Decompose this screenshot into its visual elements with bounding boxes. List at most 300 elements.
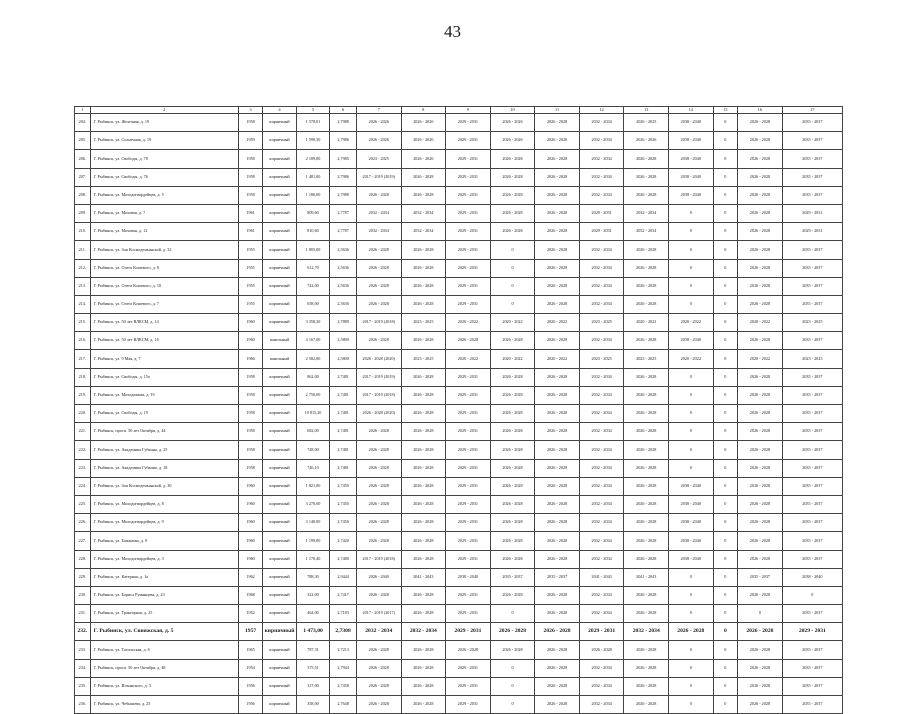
table-cell: 2029 - 2031: [446, 277, 491, 295]
table-cell: 1958: [238, 186, 263, 204]
table-cell: 2038 - 2040: [669, 532, 714, 550]
table-cell: Г. Рыбинск, ул. Свияжская, д. 5: [90, 623, 238, 641]
table-cell: 2032 - 2034: [579, 186, 624, 204]
table-cell: 2023 - 2025: [356, 150, 401, 168]
table-cell: 2026 - 2028: [738, 114, 783, 132]
table-cell: 1954: [238, 659, 263, 677]
table-cell: 0: [669, 386, 714, 404]
table-cell: 2,7988: [330, 186, 357, 204]
table-cell: 2026 - 2028: [356, 696, 401, 714]
table-cell: 230.: [75, 586, 91, 604]
table-cell: 2026 - 2028: [624, 386, 669, 404]
table-cell: 2,7481: [330, 368, 357, 386]
table-cell: Г. Рыбинск, ул. Свободы, д. 78: [90, 150, 238, 168]
table-cell: 2035 - 2037: [782, 405, 842, 423]
table-row: [75, 223, 843, 241]
table-cell: кирпичный: [263, 259, 296, 277]
table-cell: 0: [669, 295, 714, 313]
table-cell: 2026 - 2028: [356, 514, 401, 532]
table-cell: 2035 - 2037: [535, 568, 580, 586]
table-cell: 0: [713, 241, 738, 259]
table-cell: 1961: [238, 204, 263, 222]
table-cell: Г. Рыбинск, ул. Олега Кошевого, д. 7: [90, 295, 238, 313]
table-cell: 1 186,00: [296, 186, 329, 204]
table-cell: 2029 - 2031: [446, 532, 491, 550]
table-cell: 2035 - 2037: [782, 368, 842, 386]
table-cell: 214.: [75, 295, 91, 313]
table-cell: 1966: [238, 350, 263, 368]
table-cell: 1958: [238, 459, 263, 477]
column-header-13: 13: [624, 107, 669, 114]
table-cell: 1960: [238, 495, 263, 513]
table-cell: 2029 - 2031: [446, 550, 491, 568]
column-header-16: 16: [738, 107, 783, 114]
table-cell: 2026 - 2028: [401, 550, 446, 568]
table-cell: 2,7986: [330, 132, 357, 150]
table-cell: 0: [713, 477, 738, 495]
table-cell: 2026 - 2028: [490, 332, 535, 350]
table-cell: 2026 - 2028: [738, 186, 783, 204]
table-cell: 2026 - 2028: [738, 659, 783, 677]
table-cell: 2026 - 2028: [624, 477, 669, 495]
table-cell: 2026 - 2028: [401, 423, 446, 441]
table-cell: 2026 - 2028: [738, 332, 783, 350]
table-cell: 2038 - 2040: [669, 186, 714, 204]
table-cell: Г. Рыбинск, ул. Бориса Румянцева, д. 23: [90, 586, 238, 604]
table-cell: 2026 - 2028: [490, 223, 535, 241]
table-cell: 0: [490, 277, 535, 295]
table-cell: 1958: [238, 150, 263, 168]
table-cell: 0: [669, 405, 714, 423]
table-cell: 2020 - 2022: [535, 350, 580, 368]
table-cell: 2038 - 2040: [669, 332, 714, 350]
table-cell: 2026 - 2028: [624, 150, 669, 168]
table-cell: 2026 - 2028: [356, 441, 401, 459]
table-cell: 2,7213: [330, 641, 357, 659]
table-cell: 2029 - 2031: [446, 168, 491, 186]
table-cell: 2035 - 2037: [490, 568, 535, 586]
table-cell: 682,00: [296, 423, 329, 441]
table-cell: Г. Рыбинск, ул. 50 лет ВЛКСМ, д. 16: [90, 332, 238, 350]
table-cell: 2026 - 2028: [490, 550, 535, 568]
table-cell: 0: [713, 532, 738, 550]
table-cell: 464,00: [296, 605, 329, 623]
table-cell: 2026 - 2028: [738, 277, 783, 295]
table-cell: 0: [669, 259, 714, 277]
table-cell: 2026 - 2028: [535, 477, 580, 495]
table-cell: 2026 - 2028: [624, 441, 669, 459]
table-cell: 2026 - 2028: [356, 586, 401, 604]
table-cell: 2026 - 2028: [624, 241, 669, 259]
column-header-9: 9: [446, 107, 491, 114]
table-row: [75, 368, 843, 386]
table-cell: 0: [713, 514, 738, 532]
table-cell: 2026 - 2028: [356, 241, 401, 259]
table-row: [75, 495, 843, 513]
table-cell: кирпичный: [263, 550, 296, 568]
table-cell: кирпичный: [263, 586, 296, 604]
table-cell: 222.: [75, 441, 91, 459]
table-cell: 2026 - 2028: [535, 150, 580, 168]
table-cell: 1961: [238, 223, 263, 241]
table-cell: 2026 - 2028: [535, 532, 580, 550]
table-cell: кирпичный: [263, 641, 296, 659]
table-cell: 2038 - 2040: [669, 477, 714, 495]
table-cell: 1958: [238, 386, 263, 404]
table-cell: 2020 - 2022: [669, 350, 714, 368]
table-cell: 2038 - 2040: [446, 568, 491, 586]
table-cell: 788,30: [296, 568, 329, 586]
table-cell: 2026 - 2028: [490, 641, 535, 659]
table-cell: 2017 - 2019 (2019): [356, 168, 401, 186]
table-cell: 2026 - 2028: [535, 186, 580, 204]
table-cell: кирпичный: [263, 459, 296, 477]
table-cell: 2032 - 2034: [579, 114, 624, 132]
table-cell: 231.: [75, 605, 91, 623]
table-cell: 2032 - 2034: [624, 223, 669, 241]
table-row: [75, 677, 843, 695]
table-cell: кирпичный: [263, 132, 296, 150]
table-cell: 0: [490, 677, 535, 695]
table-row: [75, 641, 843, 659]
table-cell: 2026 - 2026: [624, 132, 669, 150]
table-cell: 2026 - 2028: [356, 495, 401, 513]
table-cell: 1956: [238, 696, 263, 714]
table-cell: 787,31: [296, 641, 329, 659]
table-cell: кирпичный: [263, 295, 296, 313]
table-cell: 2029 - 2031: [446, 405, 491, 423]
column-header-1: 1: [75, 107, 91, 114]
table-cell: 2029 - 2031: [782, 223, 842, 241]
table-cell: 2017 - 2019 (2019): [356, 368, 401, 386]
table-cell: 746,10: [296, 459, 329, 477]
table-cell: 2029 - 2031: [446, 295, 491, 313]
table-cell: 1960: [238, 514, 263, 532]
table-cell: 206.: [75, 150, 91, 168]
table-cell: 2,5800: [330, 332, 357, 350]
table-cell: 2029 - 2031: [579, 204, 624, 222]
table-cell: 0: [490, 241, 535, 259]
table-row: [75, 659, 843, 677]
table-cell: 2029 - 2031: [446, 514, 491, 532]
table-cell: 2026 - 2028: [401, 241, 446, 259]
table-cell: 2026 - 2028: [624, 368, 669, 386]
table-cell: 2026 - 2028: [738, 441, 783, 459]
table-cell: 0: [713, 332, 738, 350]
table-cell: 2026 - 2028: [738, 204, 783, 222]
table-cell: Г. Рыбинск, ул. Молодогвардейцев, д. 3: [90, 550, 238, 568]
table-cell: 2,7450: [330, 477, 357, 495]
table-cell: Г. Рыбинск, ул. Бажанова, д. 9: [90, 532, 238, 550]
table-cell: 2023 - 2025: [579, 350, 624, 368]
table-cell: 0: [669, 204, 714, 222]
table-cell: 2017 - 2019 (2018): [356, 314, 401, 332]
table-cell: 1968: [238, 586, 263, 604]
table-row: [75, 386, 843, 404]
table-cell: 2038 - 2040: [669, 132, 714, 150]
table-cell: 2029 - 2031: [446, 586, 491, 604]
table-cell: 2029 - 2031: [782, 204, 842, 222]
table-cell: 2035 - 2037: [738, 568, 783, 586]
table-cell: 2029 - 2031: [446, 441, 491, 459]
table-cell: 2038 - 2040: [669, 114, 714, 132]
table-cell: 2026 - 2028: [624, 168, 669, 186]
table-cell: 0: [490, 605, 535, 623]
table-cell: 3 270,00: [296, 495, 329, 513]
table-cell: 2,7481: [330, 386, 357, 404]
table-cell: 0: [713, 168, 738, 186]
table-cell: 2026 - 2025: [624, 114, 669, 132]
table-cell: 0: [713, 350, 738, 368]
table-cell: 2041 - 2043: [624, 568, 669, 586]
column-header-5: 5: [296, 107, 329, 114]
table-cell: 2,7420: [330, 532, 357, 550]
table-cell: 2,7985: [330, 150, 357, 168]
table-row: [75, 514, 843, 532]
table-cell: кирпичный: [263, 114, 296, 132]
table-cell: 1960: [238, 532, 263, 550]
table-cell: 2035 - 2037: [782, 459, 842, 477]
column-header-2: 2: [90, 107, 238, 114]
table-cell: 2026 - 2028: [490, 423, 535, 441]
table-cell: 218.: [75, 368, 91, 386]
table-cell: 2035 - 2037: [782, 259, 842, 277]
table-cell: Г. Рыбинск, просп. 50 лет Октября, д. 44: [90, 423, 238, 441]
table-cell: 2026 - 2028: [535, 586, 580, 604]
table-cell: кирпичный: [263, 314, 296, 332]
table-cell: 1960: [238, 314, 263, 332]
table-cell: 2026 - 2028 (2020): [356, 350, 401, 368]
table-cell: 2026 - 2028: [401, 696, 446, 714]
table-cell: 2,7308: [330, 623, 357, 641]
table-cell: 2038 - 2040: [669, 150, 714, 168]
table-cell: Г. Рыбинск, ул. Зои Космодемьянской, д. 30: [90, 477, 238, 495]
table-cell: 2026 - 2028: [356, 641, 401, 659]
table-row: [75, 568, 843, 586]
table-cell: Г. Рыбинск, ул. Академика Губкина, д. 25: [90, 441, 238, 459]
table-cell: 2026 - 2028: [490, 204, 535, 222]
table-cell: кирпичный: [263, 659, 296, 677]
table-cell: кирпичный: [263, 186, 296, 204]
table-cell: 2035 - 2037: [782, 423, 842, 441]
table-cell: 2,7450: [330, 514, 357, 532]
table-cell: 2026 - 2028: [738, 150, 783, 168]
table-cell: 2038 - 2040: [669, 168, 714, 186]
table-cell: 2035 - 2037: [782, 132, 842, 150]
table-row: [75, 114, 843, 132]
table-cell: 3 167,00: [296, 332, 329, 350]
table-row: [75, 477, 843, 495]
table-cell: 0: [713, 495, 738, 513]
table-row: [75, 623, 843, 641]
table-cell: 223.: [75, 459, 91, 477]
table-cell: 2035 - 2037: [782, 168, 842, 186]
table-cell: 2026 - 2028: [738, 550, 783, 568]
table-row: [75, 132, 843, 150]
table-cell: 1958: [238, 423, 263, 441]
table-cell: 2032 - 2034: [579, 659, 624, 677]
table-cell: кирпичный: [263, 605, 296, 623]
table-cell: 2017 - 2019 (2017): [356, 605, 401, 623]
table-cell: 2026 - 2028: [738, 514, 783, 532]
table-cell: 1958: [238, 405, 263, 423]
table-cell: 2026 - 2028: [535, 441, 580, 459]
table-cell: 2026 - 2028: [446, 641, 491, 659]
table-cell: 2026 - 2028: [624, 277, 669, 295]
table-cell: кирпичный: [263, 405, 296, 423]
table-cell: 2029 - 2031: [446, 241, 491, 259]
table-cell: панельный: [263, 350, 296, 368]
table-cell: Г. Рыбинск, ул. Молодежная, д. 19: [90, 386, 238, 404]
table-cell: 2026 - 2028: [490, 586, 535, 604]
table-cell: 2,5636: [330, 241, 357, 259]
table-cell: Г. Рыбинск, ул. Тагильская, д. 6: [90, 641, 238, 659]
table-cell: 2026 - 2026: [401, 150, 446, 168]
table-row: [75, 586, 843, 604]
table-cell: 2032 - 2034: [579, 386, 624, 404]
table-cell: 2029 - 2031: [446, 186, 491, 204]
table-cell: 2038 - 2040: [782, 568, 842, 586]
table-cell: 2026 - 2028: [490, 532, 535, 550]
table-cell: 0: [669, 568, 714, 586]
table-cell: Г. Рыбинск, ул. Свободы, д. 19: [90, 405, 238, 423]
table-cell: 2029 - 2031: [446, 477, 491, 495]
table-row: [75, 405, 843, 423]
table-cell: 2032 - 2034: [356, 223, 401, 241]
table-cell: 2026 - 2028: [738, 132, 783, 150]
table-cell: 219.: [75, 386, 91, 404]
table-cell: 2026 - 2028: [738, 405, 783, 423]
table-cell: Г. Рыбинск, ул. Железная, д. 19: [90, 114, 238, 132]
table-cell: 2032 - 2034: [579, 605, 624, 623]
table-row: [75, 332, 843, 350]
table-cell: 2 582,00: [296, 350, 329, 368]
table-cell: 0: [713, 568, 738, 586]
table-row: [75, 295, 843, 313]
table-cell: 2032 - 2034: [579, 495, 624, 513]
table-row: [75, 150, 843, 168]
table-cell: 0: [713, 368, 738, 386]
table-row: [75, 314, 843, 332]
table-cell: 2,7986: [330, 168, 357, 186]
column-header-17: 17: [782, 107, 842, 114]
table-cell: 1 473,00: [296, 623, 329, 641]
table-cell: 2026 - 2028: [535, 405, 580, 423]
table-cell: 0: [669, 659, 714, 677]
table-cell: 205.: [75, 132, 91, 150]
table-cell: 2035 - 2037: [782, 241, 842, 259]
table-row: [75, 259, 843, 277]
table-cell: 0: [713, 314, 738, 332]
column-header-10: 10: [490, 107, 535, 114]
column-header-12: 12: [579, 107, 624, 114]
table-cell: 2026 - 2028: [535, 514, 580, 532]
table-cell: кирпичный: [263, 223, 296, 241]
table-cell: 2026 - 2028: [490, 168, 535, 186]
table-cell: 2026 - 2028: [490, 623, 535, 641]
table-cell: кирпичный: [263, 477, 296, 495]
table-cell: 2026 - 2028: [490, 495, 535, 513]
table-cell: 2026 - 2028: [356, 477, 401, 495]
table-cell: 2032 - 2034: [579, 368, 624, 386]
table-row: [75, 277, 843, 295]
table-cell: 2026 - 2028: [738, 459, 783, 477]
table-cell: 2032 - 2034: [624, 623, 669, 641]
table-cell: 2026 - 2028: [535, 423, 580, 441]
table-cell: 2029 - 2031: [579, 223, 624, 241]
table-cell: 2026 - 2028: [624, 295, 669, 313]
table-cell: 2035 - 2037: [782, 532, 842, 550]
table-cell: 2,7787: [330, 204, 357, 222]
table-cell: Г. Рыбинск, ул. Зои Космодемьянской, д. 32: [90, 241, 238, 259]
table-cell: 232.: [75, 623, 91, 641]
table-row: [75, 241, 843, 259]
table-cell: 322,00: [296, 586, 329, 604]
table-cell: 2026 - 2028: [738, 532, 783, 550]
table-cell: Г. Рыбинск, ул. Молодогвардейцев, д. 5: [90, 186, 238, 204]
table-cell: 2 189,00: [296, 150, 329, 168]
table-cell: 2026 - 2028: [356, 259, 401, 277]
table-cell: 2,7787: [330, 223, 357, 241]
table-cell: 2026 - 2028: [535, 659, 580, 677]
table-cell: 2026 - 2026: [401, 132, 446, 150]
table-cell: 213.: [75, 277, 91, 295]
table-cell: 2026 - 2028: [356, 659, 401, 677]
table-cell: 1 590,50: [296, 132, 329, 150]
table-cell: 2026 - 2028: [356, 423, 401, 441]
table-cell: 2035 - 2037: [782, 641, 842, 659]
table-cell: 2023 - 2025: [782, 314, 842, 332]
table-cell: 2,7183: [330, 605, 357, 623]
table-cell: 0: [669, 223, 714, 241]
table-cell: 2029 - 2031: [446, 659, 491, 677]
table-cell: 2026 - 2028: [490, 386, 535, 404]
table-cell: 2035 - 2037: [782, 114, 842, 132]
table-cell: 2035 - 2037: [782, 550, 842, 568]
table-cell: 2026 - 2028: [356, 295, 401, 313]
table-cell: 2032 - 2034: [579, 423, 624, 441]
table-cell: 1955: [238, 259, 263, 277]
table-cell: 2032 - 2034: [579, 459, 624, 477]
table-cell: 2,5636: [330, 277, 357, 295]
table-cell: 0: [713, 677, 738, 695]
table-cell: 0: [490, 659, 535, 677]
table-cell: Г. Рыбинск, ул. Олега Кошевого, д. 8: [90, 259, 238, 277]
table-cell: 809,60: [296, 204, 329, 222]
table-cell: 2026 - 2028: [624, 659, 669, 677]
table-cell: 1 199,00: [296, 532, 329, 550]
table-row: [75, 459, 843, 477]
table-cell: Г. Рыбинск, ул. Академика Губкина, д. 18: [90, 459, 238, 477]
table-row: [75, 441, 843, 459]
page-number: 43: [444, 22, 461, 41]
table-cell: Г. Рыбинск, ул. 9 Мая, д. 7: [90, 350, 238, 368]
table-cell: 2,5636: [330, 259, 357, 277]
table-cell: 2,5636: [330, 295, 357, 313]
table-cell: 221.: [75, 423, 91, 441]
table-cell: 212.: [75, 259, 91, 277]
table-cell: 2035 - 2037: [782, 605, 842, 623]
table-cell: Г. Рыбинск, просп. 50 лет Октября, д. 48: [90, 659, 238, 677]
table-cell: 0: [490, 259, 535, 277]
table-cell: 1955: [238, 295, 263, 313]
table-cell: 2026 - 2028: [535, 677, 580, 695]
table-cell: 2026 - 2028: [401, 514, 446, 532]
table-cell: 209.: [75, 204, 91, 222]
table-cell: 2026 - 2028: [490, 186, 535, 204]
table-cell: 2026 - 2028: [401, 495, 446, 513]
table-cell: 10 815,20: [296, 405, 329, 423]
